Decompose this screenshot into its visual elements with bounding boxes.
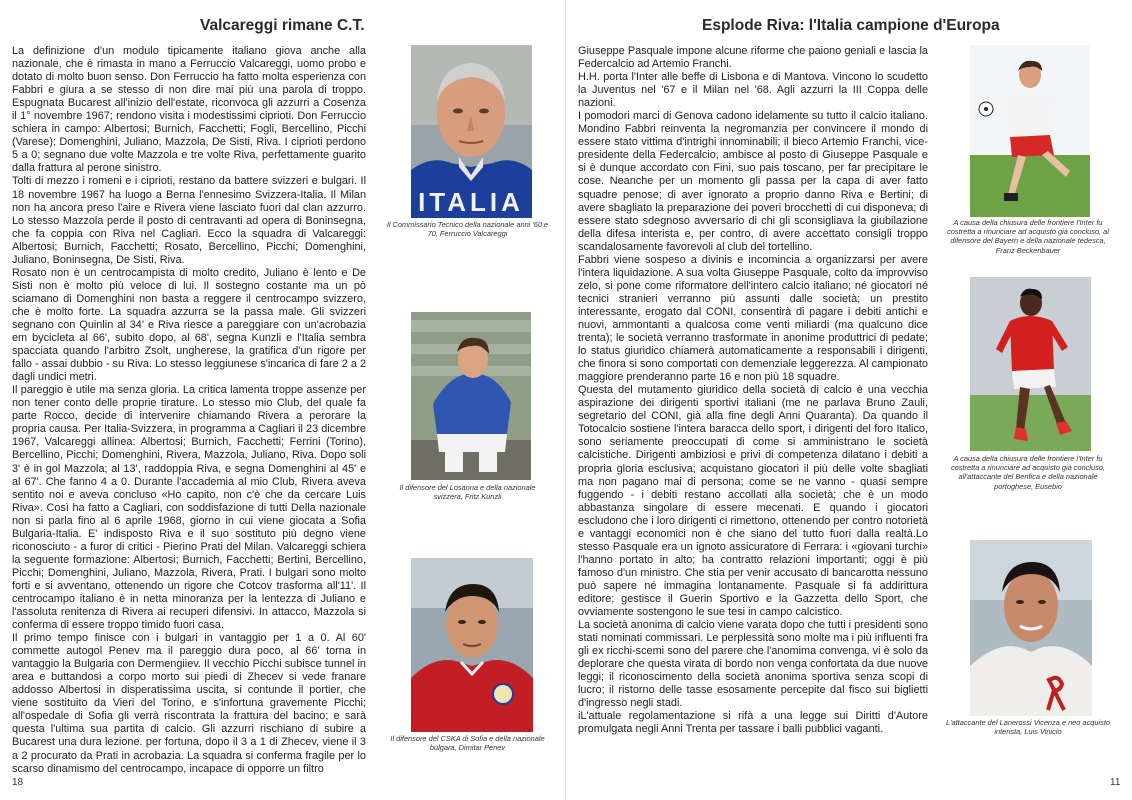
photo-penev [411,558,533,732]
paragraph: H.H. porta l'Inter alle beffe di Lisbona e di Mantova. Vincono lo scudetto la Juventus nel '67 e il Milan nel '68. Agli azzurri la III Coppa delle nazioni. [578,71,928,110]
paragraph: La definizione d'un modulo tipicamente italiano giova anche alla nazionale, che è rimasta in mano a Ferruccio Valcareggi, uomo probo e dotato di molto buon senso. Don Ferruccio ha fatto molta esperienza con Fabbri e giura a se stesso di non dire mai più una parola di troppo. Espugnata Bucarest all'inizio dell'estate, riconvoca gli azzurri a Cosenza il 1° novembre 1967; rendono visita i modestissimi ciprioti. Don Ferruccio schiera in campo: Albertosi; Burnich, Facchetti; Fogli, Bercellino, Picchi (Varese); Domenghini, Juliano, Mazzola, De Sisti, Riva. I ciprioti perdono 5 a 0; segnano due volte Mazzola e tre volte Riva, perfettamente guarito dalla frattura al perone sinistro. [12,45,366,175]
paragraph: La società anonima di calcio viene varata dopo che tutti i presidenti sono stati nominati commissari. Le perplessità sono molte ma i più influenti fra gli ex ricchi-scemi sono del parere che l'anomima convenga, vi è solo da deplorare che questa virata di bordo non venga confortata da due nuove leggi; il riconoscimento della società anonima sportiva senza scopi di lucro; il ristorno delle tasse esosamente percepite dal fisco sui biglietti d'ingresso negli stadi. [578,619,928,710]
caption-vinicio: L'attaccante del Lanerossi Vicenza e neo acquisto interista, Luis Vinicio [946,718,1110,737]
caption-eusebio: A causa della chiusura delle frontiere l'Inter fu costretta a rinunciare ad acquisto già concluso, all'attaccante del Benfica e della nazionale portoghese, Eusebio [950,454,1106,491]
photo-valcareggi [411,45,532,218]
caption-valcareggi: Il Commissario Tecnico della nazionale anni '60 e 70, Ferruccio Valcareggi [386,220,549,239]
page-number: 18 [12,777,24,788]
right-article-column [578,45,928,736]
left-article-column [12,45,366,776]
paragraph: Fabbri viene sospeso a divinis e incomincia a organizzarsi per avere l'intera liquidazione. A sua volta Giuseppe Pasquale, colto da improvviso zelo, si pone come riformatore dell'intero calcio italiano; né giocatori né tecnici stranieri verranno più assunti dalle società; un prestito interessante, erogato dal CONI, consentirà di pagare i debiti antichi e nuovi, ammontanti a qualcosa come venti miliardi (ma qualcuno dice trenta); le società verranno trasformate in anonime produttrici di pedate; lo status giuridico chiamerà automaticamente a responsabili i dirigenti, che finora si sono comportati con demenziale leggerezza. Al campionato maggiore prenderanno parte 16 e non più 18 squadre. [578,253,928,384]
paragraph: Rosato non è un centrocampista di molto credito, Juliano è lento e De Sisti non è molto più veloce di lui. Il sostegno costante ma un pò sciamano di Domenghini non basta a reggere il centrocampo svizzero, che è molto forte. La squadra azzurra se la passa male. Gli svizzeri segnano con Quinlin al 34' e Riva riesce a pareggiare con un'acrobazia em bycicleta al 66', subito dopo, al 68', segna Kunzli e l'Italia sembra spacciata quando l'arbitro Zsolt, ungherese, la gratifica d'un rigore per fallo - assai dubbio - su Riva. Lo stesso leggiunese s'incarica di fare 2 a 2 dagli undici metri. [12,266,366,384]
photo-eusebio [970,277,1091,451]
right-page [566,0,1132,800]
left-page-title: Valcareggi rimane C.T. [200,17,365,34]
paragraph: Tolti di mezzo i romeni e i ciprioti, restano da battere svizzeri e bulgari. Il 18 novembre 1967 ha luogo a Berna l'ennesimo Svizzera-Italia. Il Milan non ha ancora preso l'aire e Rivera viene lasciato fuori dal clan azzurro. Lo stesso Mazzola perde il posto di centravanti ad opera di Boninsegna, che fa coppia con Riva nel Cagliari. Ecco la squadra di Valcareggi: Albertosi; Burnich, Facchetti; Rosato, Bercellino, Picchi; Domenghini, Juliano, Boninsegna, De Sisti, Riva. [12,175,366,266]
paragraph: Giuseppe Pasquale impone alcune riforme che paiono geniali e lascia la Federcalcio ad Artemio Franchi. [578,45,928,71]
right-page-title: Esplode Riva: l'Italia campione d'Europa [702,17,1000,34]
shirt-text: ITALIA [418,187,524,217]
photo-kunzli [411,312,531,480]
paragraph: Questa del mutamento giuridico della società di calcio è una vecchia aspirazione dei dirigenti sportivi italiani (me ne parlava Bruno Zauli, segretario del CONI, già alla fine degli Anni Quaranta). Da quando il Totocalcio sostiene l'intera baracca dello sport, i dirigenti del foro Italico, sono seriamente preoccupati di come si amministrano le società calcistiche. Dirigenti ambiziosi e privi di competenza dilatano i debiti a propria gloria esclusiva; acquistano giocatori il più delle volte sbagliati ma non pagano mai di persona; come se ne vanno - quasi sempre fuggendo - i debiti restano accollati alla società; che è un modo abbastanza singolare di essere mecenati. E quando i giocatori escludono che i loro dirigenti ci rimettono, ottenendo per contro notorietà e vantaggi economici non è che siano del tutto fuori dalla realtà.Lo stesso Pasquale era un ignoto assicuratore di Ferrara: i «giovani turchi» l'hanno portato in alto; ha contratto relazioni importanti; oggi è più famoso d'un ministro. Che stia per venir accusato di bancarotta nessuno può sapere né immagina lontanamente. Pasquale si fa addirittura editore; gestisce il Guerin Sportivo e la Gazzetta dello Sport, che ovviamente sostengono le sue tesi in campo calcistico. [578,384,928,619]
paragraph: iL'attuale regolamentazione si rifà a una legge sui Diritti d'Autore promulgata negli Anni Trenta per tassare i balli pubblici vaganti. [578,710,928,736]
page-number: 11 [1110,777,1121,788]
paragraph: Il pareggio è utile ma senza gloria. La critica lamenta troppe assenze per non tener conto delle proprie tirature. Lo stesso mio Club, del quale fa parte Rocco, decide di intervenire chiamando Rivera a perorare la propria causa. Per Italia-Svizzera, in programma a Cagliari il 23 dicembre 1967, Valcareggi allinea: Albertosi; Burnich, Facchetti; Ferrini (Torino), Bercellino, Picchi; Domenghini, Rivera, Mazzola, Juliano, Riva. Dopo soli 3' è in gol Mazzola; al 13', raddoppia Riva, e segna Domenghini al 45' e al 67'. Che fanno 4 a 0. Durante l'accademia al mio Club, Rivera aveva sentito noi e aveva concluso «Ho capito, non c'è che da cercare Luis Riva». Così ha fatto a Cagliari, con soddisfazione di tutti Della nazionale non si parla fino al 6 aprile 1968, giorno in cui viene giocata a Sofia Bulgaria-Italia. E' indisposto Riva e il suo sostituto più degno viene riconosciuto - a furor di critici - Pierino Prati del Milan. Valcareggi schiera la seguente formazione: Albertosi; Burnich, Facchetti; Bertini, Bercellino, Picchi; Domenghini, Juliano, Mazzola, Rivera, Prati. I bulgari sono molto forti e si avventano, ottenendo un rigore che Cotcov trasforma all'11'. Il centrocampo italiano è in netta minoranza per la lentezza di Juliano e l'assoluta renitenza di Rivera ai recuperi difensivi. In attacco, Mazzola si conferma di essere troppo timido fuori casa. [12,384,366,632]
caption-penev: Il difensore del CSKA di Sofia e della nazionale bulgara, Dimitar Penev [390,734,545,753]
photo-vinicio [970,540,1092,716]
caption-kunzli: Il difensore del Losanna e della nazionale svizzera, Fritz Kunzli [399,483,536,502]
paragraph: I pomodori marci di Genova cadono idelamente su tutto il calcio italiano. Mondino Fabbri reinventa la negromanzia per convincere il mondo di essere stato vittima d'intrighi innominabili; il bieco Artemio Franchi, vice-presidente della Federcalcio, ambisce al posto di Giuseppe Pasquale e si è dunque accordato con Fini, suo pais toscano, per far precipitare le cose. Neanche per un momento gli passa per la capa di aver fatto squadre penose; di aver ignorato a proprio danno Riva e Bertini; di avere sbagliato la preparazione dei poveri brocchetti di cui disponeva; di essere stato sdegnoso avversario di chi gli sconsigliava la giubilazione della difesa interista e, per contro, di avere accettato consigli troppo scandalosamente favorevoli al club del tortellino. [578,110,928,253]
photo-beckenbauer [970,45,1090,217]
paragraph: Il primo tempo finisce con i bulgari in vantaggio per 1 a 0. Al 60' commette autogol Penev ma il pareggio dura poco, al 66' torna in vantaggio la Bulgaria con Dermengiiev. Il vecchio Picchi subisce tunnel in area e buttandosi a corpo morto sui piedi di Zhecev si vede franare addosso Albertosi in disperatissima uscita, si contunde il portier, che viene sostituito da Vieri del Torino, e s'infortuna gravemente Picchi; all'ospedale di Sofia gli verrà riscontrata la frattura del bacino; e sarà questa l'ultima sua partita di calcio. Gli azzurri rischiano di subire a Bucarest una dura lezione. per fortuna, dopo il 3 a 1 di Zhecev, viene il 3 a 2 procurato da Prati in acrobazia. La squadra si conferma fragile per lo scarso dinamismo del centrocampo, incapace di opporre un filtro [12,632,366,775]
caption-beckenbauer: A causa della chiusura delle frontiere l'Inter fu costretta a rinunciare ad acquisto già concluso, al difensore del Bayern e della nazionale tedesca, Franz Beckenbauer [947,218,1109,255]
